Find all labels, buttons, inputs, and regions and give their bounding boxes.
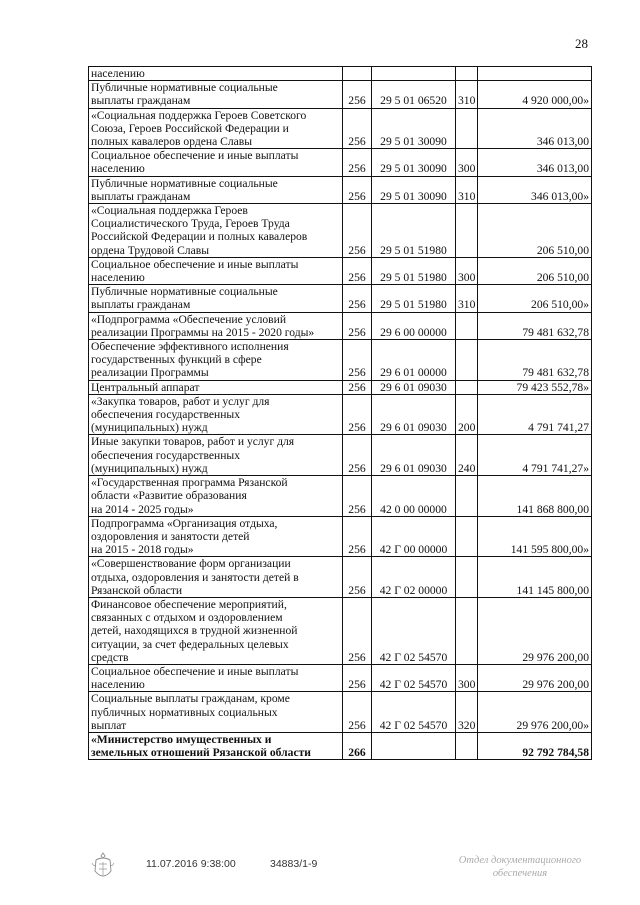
row-target-code-cell: 29 5 01 30090 [372,108,456,149]
table-row [89,597,592,664]
row-admin-code-cell: 256 [343,435,372,476]
footer-document-number: 34883/1-9 [270,858,318,870]
row-admin-code-cell: 256 [343,516,372,557]
row-target-code-cell: 29 5 01 51980 [372,257,456,284]
row-amount-cell: 79 481 632,78 [478,340,592,381]
row-expense-type-cell: 320 [456,692,478,733]
row-expense-type-cell [456,597,478,664]
table-row [89,394,592,435]
row-amount-cell: 79 423 552,78» [478,380,592,394]
row-amount-cell: 92 792 784,58 [478,732,592,759]
row-name-cell: «Закупка товаров, работ и услуг для обеспечения государственных (муниципальных) нужд [89,394,343,435]
row-expense-type-cell [456,557,478,598]
budget-table-body [89,67,592,760]
table-row [89,340,592,381]
row-name-cell: «Государственная программа Рязанской области «Развитие образования на 2014 - 2025 годы» [89,476,343,517]
table-row [89,664,592,691]
row-admin-code-cell: 256 [343,340,372,381]
row-admin-code-cell: 256 [343,476,372,517]
row-name-cell: Социальные выплаты гражданам, кроме публичных нормативных социальных выплат [89,692,343,733]
table-row [89,81,592,108]
row-expense-type-cell: 300 [456,257,478,284]
row-name-cell: Социальное обеспечение и иные выплаты населению [89,257,343,284]
table-row [89,176,592,203]
row-name-cell: Публичные нормативные социальные выплаты гражданам [89,285,343,312]
row-amount-cell: 29 976 200,00» [478,692,592,733]
footer-date: 11.07.2016 9:38:00 [146,858,236,870]
row-admin-code-cell: 256 [343,204,372,258]
row-expense-type-cell: 200 [456,394,478,435]
row-admin-code-cell: 256 [343,108,372,149]
row-amount-cell: 206 510,00 [478,257,592,284]
row-name-cell: Иные закупки товаров, работ и услуг для обеспечения государственных (муниципальных) нужд [89,435,343,476]
row-expense-type-cell [456,108,478,149]
table-row [89,285,592,312]
table-row [89,380,592,394]
row-expense-type-cell [456,67,478,81]
row-admin-code-cell: 256 [343,380,372,394]
row-target-code-cell [372,732,456,759]
row-admin-code-cell: 256 [343,81,372,108]
row-target-code-cell: 42 0 00 00000 [372,476,456,517]
row-amount-cell: 346 013,00» [478,176,592,203]
row-target-code-cell: 42 Г 00 00000 [372,516,456,557]
row-amount-cell: 206 510,00» [478,285,592,312]
row-admin-code-cell: 256 [343,176,372,203]
row-admin-code-cell: 256 [343,597,372,664]
row-admin-code-cell: 256 [343,312,372,339]
row-amount-cell: 4 791 741,27» [478,435,592,476]
row-name-cell: «Подпрограмма «Обеспечение условий реализации Программы на 2015 - 2020 годы» [89,312,343,339]
row-amount-cell: 206 510,00 [478,204,592,258]
row-amount-cell: 346 013,00 [478,108,592,149]
row-target-code-cell: 29 6 01 09030 [372,435,456,476]
row-amount-cell: 141 595 800,00» [478,516,592,557]
row-target-code-cell: 29 6 00 00000 [372,312,456,339]
table-row [89,435,592,476]
row-admin-code-cell [343,67,372,81]
table-row [89,476,592,517]
row-admin-code-cell: 256 [343,557,372,598]
row-admin-code-cell: 256 [343,285,372,312]
row-amount-cell: 4 920 000,00» [478,81,592,108]
row-amount-cell [478,67,592,81]
table-row [89,108,592,149]
row-admin-code-cell: 256 [343,394,372,435]
page-number: 28 [575,36,588,51]
row-target-code-cell [372,67,456,81]
coat-of-arms-icon [90,851,116,883]
row-name-cell: «Социальная поддержка Героев Социалистического Труда, Героев Труда Российской Федерации и полных кавалеров ордена Трудовой Славы [89,204,343,258]
row-admin-code-cell: 256 [343,692,372,733]
row-name-cell: Публичные нормативные социальные выплаты гражданам [89,81,343,108]
row-name-cell: «Министерство имущественных и земельных отношений Рязанской области [89,732,343,759]
row-expense-type-cell: 300 [456,149,478,176]
row-expense-type-cell [456,476,478,517]
row-expense-type-cell [456,340,478,381]
row-target-code-cell: 29 6 01 09030 [372,394,456,435]
table-row [89,149,592,176]
row-expense-type-cell [456,204,478,258]
row-expense-type-cell [456,516,478,557]
row-name-cell: населению [89,67,343,81]
row-name-cell: Социальное обеспечение и иные выплаты населению [89,664,343,691]
table-row [89,732,592,759]
row-admin-code-cell: 256 [343,257,372,284]
row-amount-cell: 346 013,00 [478,149,592,176]
row-amount-cell: 141 868 800,00 [478,476,592,517]
budget-table [88,66,592,760]
table-row [89,516,592,557]
row-amount-cell: 141 145 800,00 [478,557,592,598]
row-expense-type-cell: 310 [456,81,478,108]
row-amount-cell: 29 976 200,00 [478,597,592,664]
row-name-cell: Обеспечение эффективного исполнения государственных функций в сфере реализации Программы [89,340,343,381]
table-row [89,312,592,339]
row-admin-code-cell: 256 [343,664,372,691]
row-amount-cell: 29 976 200,00 [478,664,592,691]
row-name-cell: «Социальная поддержка Героев Советского Союза, Героев Российской Федерации и полных кавалеров ордена Славы [89,108,343,149]
row-target-code-cell: 29 5 01 51980 [372,285,456,312]
table-row [89,692,592,733]
row-name-cell: Публичные нормативные социальные выплаты гражданам [89,176,343,203]
row-expense-type-cell [456,380,478,394]
row-target-code-cell: 42 Г 02 00000 [372,557,456,598]
table-row [89,257,592,284]
row-amount-cell: 4 791 741,27 [478,394,592,435]
row-expense-type-cell: 310 [456,285,478,312]
row-admin-code-cell: 256 [343,149,372,176]
row-name-cell: Подпрограмма «Организация отдыха, оздоровления и занятости детей на 2015 - 2018 годы» [89,516,343,557]
row-target-code-cell: 29 5 01 06520 [372,81,456,108]
row-admin-code-cell: 266 [343,732,372,759]
row-expense-type-cell [456,312,478,339]
table-row [89,204,592,258]
row-target-code-cell: 29 5 01 30090 [372,149,456,176]
row-target-code-cell: 42 Г 02 54570 [372,664,456,691]
row-name-cell: Социальное обеспечение и иные выплаты населению [89,149,343,176]
table-row [89,67,592,81]
row-name-cell: Финансовое обеспечение мероприятий, связанных с отдыхом и оздоровлением детей, находящихся в трудной жизненной ситуации, за счет федеральных целевых средств [89,597,343,664]
row-expense-type-cell: 300 [456,664,478,691]
row-target-code-cell: 42 Г 02 54570 [372,692,456,733]
row-target-code-cell: 29 5 01 30090 [372,176,456,203]
row-name-cell: «Совершенствование форм организации отдыха, оздоровления и занятости детей в Рязанской области [89,557,343,598]
row-target-code-cell: 29 6 01 09030 [372,380,456,394]
row-amount-cell: 79 481 632,78 [478,312,592,339]
row-name-cell: Центральный аппарат [89,380,343,394]
row-target-code-cell: 29 5 01 51980 [372,204,456,258]
row-expense-type-cell: 310 [456,176,478,203]
row-target-code-cell: 42 Г 02 54570 [372,597,456,664]
row-expense-type-cell: 240 [456,435,478,476]
footer-stamp: Отдел документационного обеспечения [458,855,582,879]
row-expense-type-cell [456,732,478,759]
table-row [89,557,592,598]
row-target-code-cell: 29 6 01 00000 [372,340,456,381]
